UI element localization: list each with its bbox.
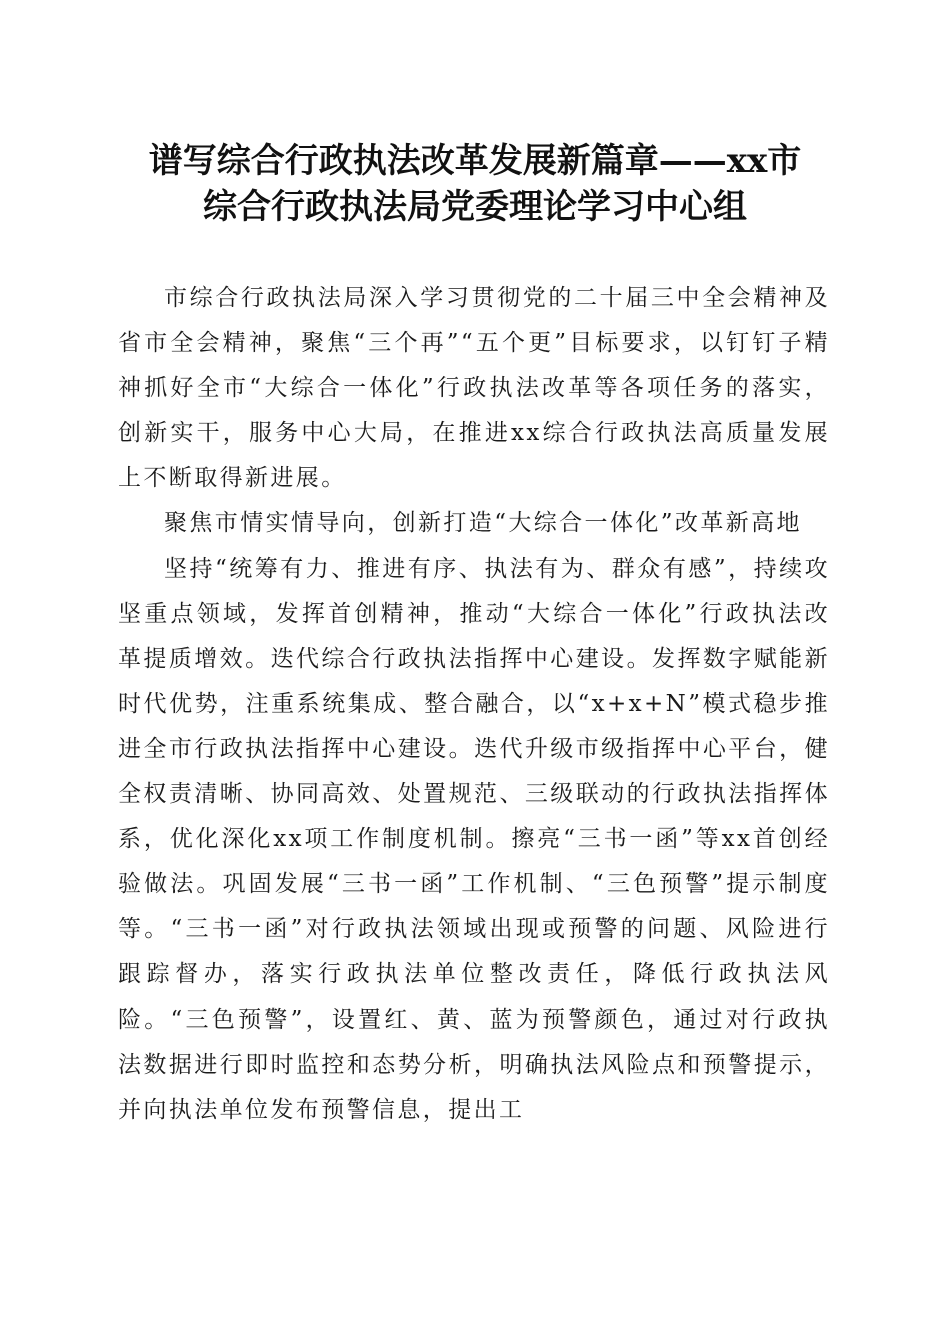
title-line-2: 综合行政执法局党委理论学习中心组: [203, 187, 747, 227]
body-paragraph: 市综合行政执法局深入学习贯彻党的二十届三中全会精神及省市全会精神，聚焦“三个再”“五个更”目标要求，以钉钉子精神抓好全市“大综合一体化”行政执法改革等各项任务的落实，创新实干，服务中心大局，在推进xx综合行政执法高质量发展上不断取得新进展。: [118, 285, 830, 492]
title-line-1: 谱写综合行政执法改革发展新篇章——xx市: [148, 141, 802, 181]
section-heading: 聚焦市情实情导向，创新打造“大综合一体化”改革新高地: [164, 510, 802, 537]
document-body: [118, 276, 830, 1133]
document-title: [95, 138, 855, 230]
body-paragraph: 坚持“统筹有力、推进有序、执法有为、群众有感”，持续攻坚重点领域，发挥首创精神，推动“大综合一体化”行政执法改革提质增效。迭代综合行政执法指挥中心建设。发挥数字赋能新时代优势，注重系统集成、整合融合，以“x+x+N”模式稳步推进全市行政执法指挥中心建设。迭代升级市级指挥中心平台，健全权责清晰、协同高效、处置规范、三级联动的行政执法指挥体系，优化深化xx项工作制度机制。擦亮“三书一函”等xx首创经验做法。巩固发展“三书一函”工作机制、“三色预警”提示制度等。“三书一函”对行政执法领域出现或预警的问题、风险进行跟踪督办，落实行政执法单位整改责任，降低行政执法风险。“三色预警”，设置红、黄、蓝为预警颜色，通过对行政执法数据进行即时监控和态势分析，明确执法风险点和预警提示，并向执法单位发布预警信息，提出工: [118, 555, 830, 1123]
